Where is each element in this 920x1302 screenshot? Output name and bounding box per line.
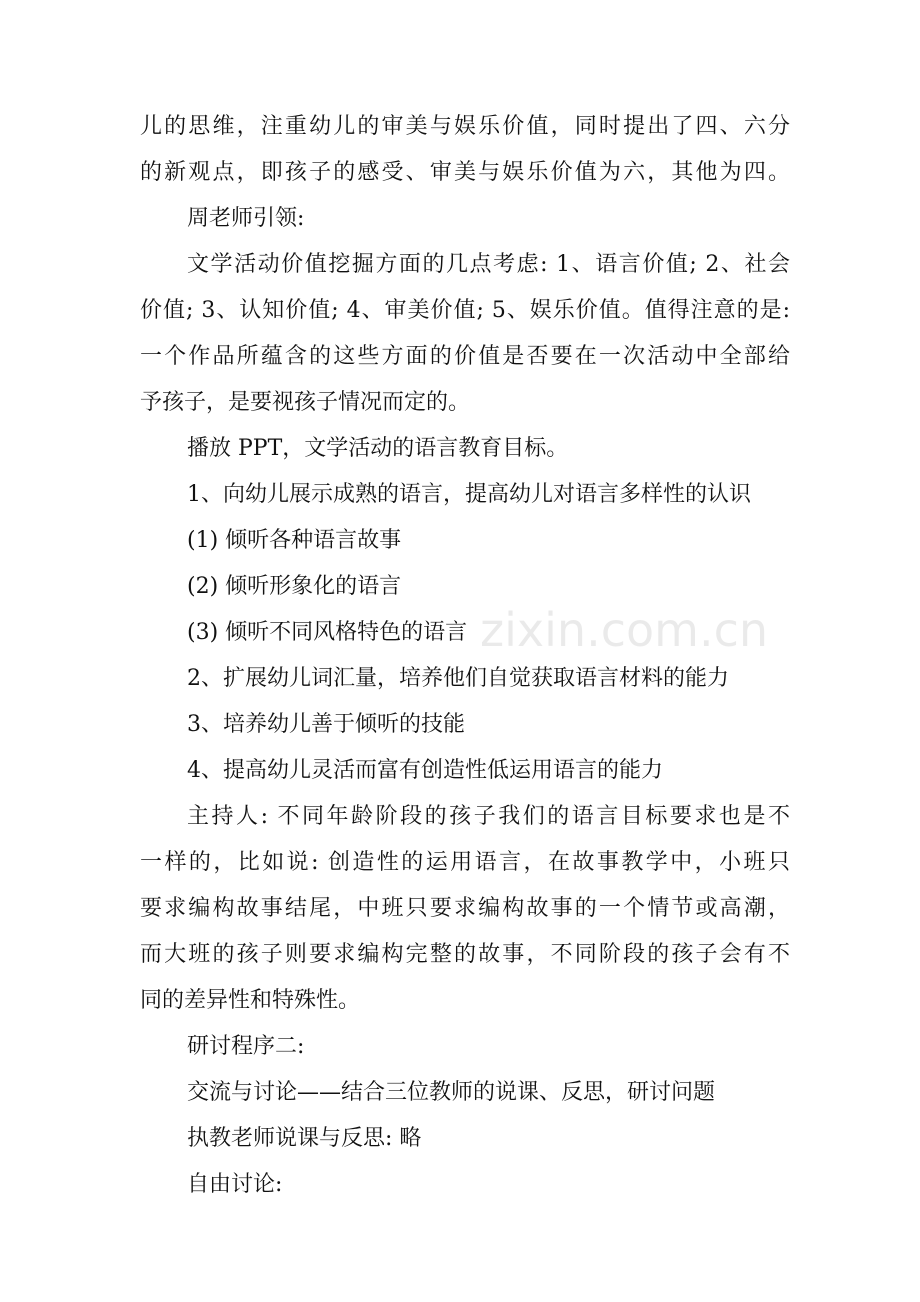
text-line: 儿的思维，注重幼儿的审美与娱乐价值，同时提出了四、六分 xyxy=(140,114,790,139)
text-line: 要求编构故事结尾，中班只要求编构故事的一个情节或高潮， xyxy=(140,896,790,921)
sub-list-item: (3) 倾听不同风格特色的语言 xyxy=(187,620,468,645)
sub-list-item: (2) 倾听形象化的语言 xyxy=(187,574,402,599)
section-heading: 研讨程序二: xyxy=(187,1034,305,1059)
text-line: 同的差异性和特殊性。 xyxy=(140,988,361,1013)
text-line: 主持人: 不同年龄阶段的孩子我们的语言目标要求也是不 xyxy=(187,804,790,829)
text-line: 播放 PPT，文学活动的语言教育目标。 xyxy=(187,436,569,461)
text-line: 自由讨论: xyxy=(187,1172,283,1197)
text-line: 文学活动价值挖掘方面的几点考虑: 1、语言价值; 2、社会 xyxy=(187,252,790,277)
sub-list-item: (1) 倾听各种语言故事 xyxy=(187,528,402,553)
text-line: 一个作品所蕴含的这些方面的价值是否要在一次活动中全部给 xyxy=(140,344,790,369)
list-item: 2、扩展幼儿词汇量，培养他们自觉获取语言材料的能力 xyxy=(187,666,729,691)
text-line: 予孩子，是要视孩子情况而定的。 xyxy=(140,390,471,415)
text-line: 而大班的孩子则要求编构完整的故事，不同阶段的孩子会有不 xyxy=(140,942,790,967)
list-item: 1、向幼儿展示成熟的语言，提高幼儿对语言多样性的认识 xyxy=(187,482,751,507)
text-line: 价值; 3、认知价值; 4、审美价值; 5、娱乐价值。值得注意的是: xyxy=(140,298,790,323)
section-heading: 周老师引领: xyxy=(187,206,305,231)
list-item: 4、提高幼儿灵活而富有创造性低运用语言的能力 xyxy=(187,758,663,783)
text-line: 一样的，比如说: 创造性的运用语言，在故事教学中，小班只 xyxy=(140,850,790,875)
text-line: 的新观点，即孩子的感受、审美与娱乐价值为六，其他为四。 xyxy=(140,160,790,185)
text-line: 交流与讨论——结合三位教师的说课、反思，研讨问题 xyxy=(187,1080,716,1105)
text-line: 执教老师说课与反思: 略 xyxy=(187,1126,422,1151)
watermark: zixin.com.cn xyxy=(480,603,769,657)
list-item: 3、培养幼儿善于倾听的技能 xyxy=(187,712,465,737)
